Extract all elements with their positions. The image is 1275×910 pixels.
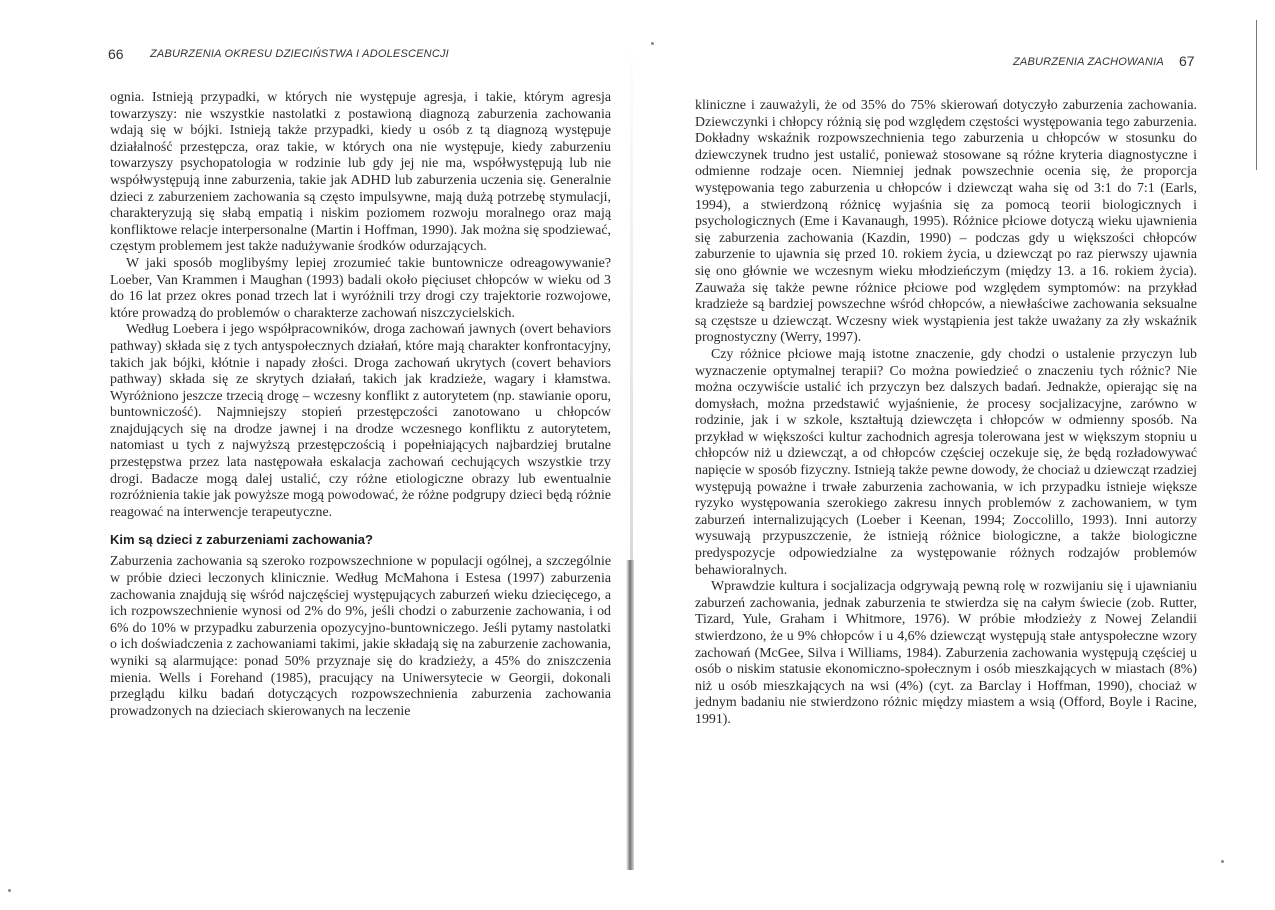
page-edge-line bbox=[1256, 20, 1257, 170]
scan-speck bbox=[8, 889, 11, 892]
gutter-shadow bbox=[626, 560, 634, 870]
paragraph: kliniczne i zauważyli, że od 35% do 75% skierowań dotyczyło zaburzenia zachowania. Dziewczynki i chłopcy różnią się pod względem częstości występowania tego zaburzenia. Dokładny wskaźnik rozpowszechnienia tego zaburzenia u chłopców w stosunku do dziewczynek trudno jest ustalić, ponieważ stosowane są różne kryteria diagnostyczne i odmienne rodzaje ocen. Niemniej jednak powszechnie ocenia się, że proporcja występowania tego zaburzenia u chłopców i dziewcząt waha się od 3:1 do 7:1 (Earls, 1994), a stwierdzoną różnicę wyjaśnia się za pomocą teorii biologicznych i psychologicznych (Eme i Kavanaugh, 1995). Różnice płciowe dotyczą wieku ujawnienia się zaburzenia zachowania (Kazdin, 1990) – podczas gdy u większości chłopców zaburzenie to ujawnia się przed 10. rokiem życia, u dziewcząt po raz pierwszy ujawnia się ono głównie we wczesnym wieku młodzieńczym (między 13. a 16. rokiem życia). Zauważa się także pewne różnice płciowe pod względem symptomów: na przykład kradzieże są bardziej powszechne wśród chłopców, a niewłaściwe zachowania seksualne są częstsze u dziewcząt. Wczesny wiek wystąpienia jest także uważany za zły wskaźnik prognostyczny (Werry, 1997). bbox=[695, 98, 1197, 346]
paragraph: Zaburzenia zachowania są szeroko rozpowszechnione w populacji ogólnej, a szczególnie w próbie dzieci leczonych klinicznie. Według McMahona i Estesa (1997) zaburzenia zachowania znajdują się wśród najczęściej występujących zaburzeń wieku dziecięcego, a ich rozpowszechnienie wynosi od 2% do 9%, jeśli chodzi o zaburzenie zachowania, i od 6% do 10% w przypadku zaburzenia opozycyjno-buntowniczego. Jeśli pytamy nastolatki o ich doświadczenia z zachowaniami takimi, jakie składają się na zaburzenie zachowania, wyniki są alarmujące: ponad 50% przyznaje się do kradzieży, a 45% do zniszczenia mienia. Wells i Forehand (1985), pracujący na Uniwersytecie w Georgii, dokonali przeglądu kilku badań dotyczących rozpowszechnienia zaburzenia zachowania prowadzonych na dzieciach skierowanych na leczenie bbox=[110, 554, 611, 719]
scan-speck bbox=[1221, 860, 1224, 863]
paragraph: W jaki sposób moglibyśmy lepiej zrozumieć takie buntownicze odreagowywanie? Loeber, Van Krammen i Maughan (1993) badali około pięciuset chłopców w wieku od 3 do 16 lat przez okres ponad trzech lat i wyróżnili trzy drogi czy trajektorie rozwojowe, które prowadzą do problemów o charakterze zachowań niszczycielskich. bbox=[110, 255, 611, 321]
section-heading: Kim są dzieci z zaburzeniami zachowania? bbox=[110, 532, 373, 548]
running-head: ZABURZENIA OKRESU DZIECIŃSTWA I ADOLESCENCJI bbox=[150, 48, 449, 60]
scan-speck bbox=[651, 42, 654, 45]
page-number: 66 bbox=[108, 46, 124, 62]
gutter-shadow bbox=[630, 40, 633, 560]
right-text-column bbox=[695, 98, 1197, 729]
paragraph: Czy różnice płciowe mają istotne znaczenie, gdy chodzi o ustalenie przyczyn lub wyznaczenie optymalnej terapii? Co można powiedzieć o znaczeniu tych różnic? Nie można oczywiście ustalić ich przyczyn bez dalszych badań. Jednakże, opierając się na domysłach, można przedstawić wyjaśnienie, że procesy socjalizacyjne, zarówno w rodzinie, jak i w szkole, kształtują dziewczęta i chłopców w odmienny sposób. Na przykład w większości kultur zachodnich agresja tolerowana jest w większym stopniu u chłopców niż u dziewcząt, a od chłopców częściej oczekuje się, że będą rozładowywać napięcie w sposób fizyczny. Istnieją także pewne dowody, że chociaż u dziewcząt rzadziej występują poważne i trwałe zaburzenia zachowania, w ich przypadku istnieje większe ryzyko występowania szerokiego zakresu innych problemów z zachowaniem, w tym zaburzeń internalizujących (Loeber i Keenan, 1994; Zoccolillo, 1993). Inni autorzy wysuwają przypuszczenie, że istnieją różnice biologiczne, a także biologiczne predyspozycje odpowiedzialne za występowanie różnych rodzajów problemów behawioralnych. bbox=[695, 346, 1197, 578]
running-head: ZABURZENIA ZACHOWANIA bbox=[1013, 56, 1164, 68]
paragraph: Wprawdzie kultura i socjalizacja odgrywają pewną rolę w rozwijaniu się i ujawnianiu zaburzeń zachowania, jednak zaburzenia te stwierdza się na całym świecie (zob. Rutter, Tizard, Yule, Graham i Whitmore, 1976). W próbie młodzieży z Nowej Zelandii stwierdzono, że u 9% chłopców i u 4,6% dziewcząt występują stałe antyspołeczne wzory zachowań (McGee, Silva i Williams, 1984). Zaburzenia zachowania występują częściej u osób o niskim statusie ekonomiczno-społecznym i osób mieszkających w miastach (8%) niż u osób mieszkających na wsi (4%) (cyt. za Barclay i Hoffman, 1990), chociaż w jednym badaniu nie stwierdzono różnic między miastem a wsią (Offord, Boyle i Racine, 1991). bbox=[695, 579, 1197, 727]
paragraph: ognia. Istnieją przypadki, w których nie występuje agresja, i takie, którym agresja towarzyszy: nie wszystkie nastolatki z postawioną diagnozą zaburzenia zachowania wdają się w bójki. Istnieją także przypadki, kiedy u osób z tą diagnozą występuje działalność przestępcza, oraz takie, w których ona nie występuje, kiedy zaburzeniu towarzyszy psychopatologia w rodzinie lub gdy jej nie ma, współwystępują lub nie współwystępują inne zaburzenia, takie jak ADHD lub zaburzenia uczenia się. Generalnie dzieci z zaburzeniem zachowania są często impulsywne, mają dużą potrzebę stymulacji, charakteryzują się słabą empatią i niskim poziomem rozwoju moralnego oraz mają konfliktowe relacje interpersonalne (Martin i Hoffman, 1990). Jak można się spodziewać, częstym problemem jest także nadużywanie środków odurzających. bbox=[110, 90, 611, 255]
page-number: 67 bbox=[1179, 53, 1195, 69]
right-page bbox=[640, 0, 1275, 910]
paragraph: Według Loebera i jego współpracowników, droga zachowań jawnych (overt behaviors pathway) składa się z tych antyspołecznych działań, które mają charakter konfrontacyjny, takich jak bójki, kłótnie i napady złości. Droga zachowań ukrytych (covert behaviors pathway) składa się ze skrytych działań, takich jak kradzieże, wagary i kłamstwa. Wyróżniono jeszcze trzecią drogę – wczesny konflikt z autorytetem (np. stawianie oporu, buntowniczość). Najmniejszy stopień przestępczości zanotowano u chłopców znajdujących się na drodze jawnej i na drodze wczesnego konfliktu z autorytetem, natomiast u tych z najwyższą przestępczością i popełniających najbardziej brutalne przestępstwa przez lata następowała eskalacja zachowań cechujących wszystkie trzy drogi. Badacze mogą dalej ustalić, czy różne etiologiczne obrazy lub ewentualnie rozróżnienia takie jak powyższe mogą powodować, że różne podgrupy dzieci będą różnie reagować na interwencje terapeutyczne. bbox=[110, 322, 611, 520]
left-text-column bbox=[110, 90, 611, 720]
